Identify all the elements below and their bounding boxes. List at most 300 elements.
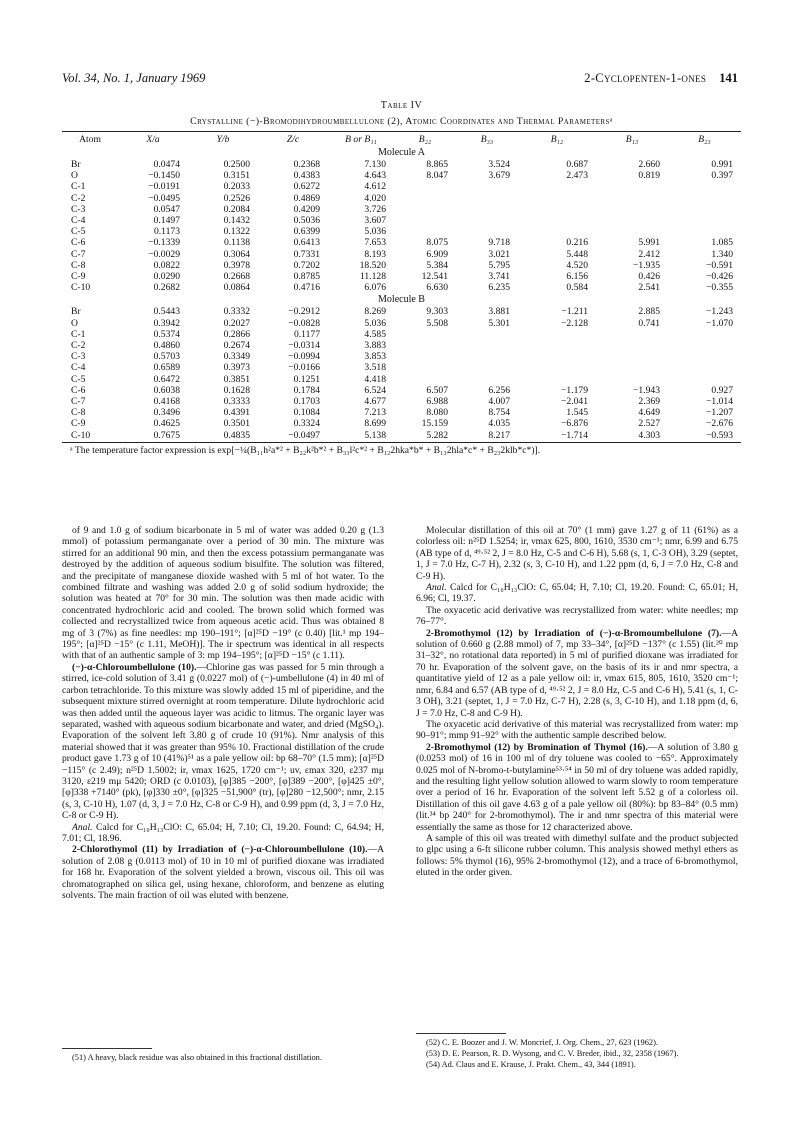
left-footnotes — [62, 1048, 384, 1063]
value-cell — [518, 351, 596, 362]
value-cell: 0.3151 — [223, 170, 250, 182]
value-cell: 0.3333 — [223, 396, 250, 408]
anal-label: Anal. — [72, 821, 93, 833]
value-cell: 0.0547 — [153, 203, 180, 215]
value-cell: 8.754 — [488, 407, 510, 419]
atom-cell: C-8 — [71, 407, 86, 419]
value-cell — [518, 226, 596, 237]
value-cell — [456, 181, 518, 192]
value-cell: 5.795 — [488, 259, 510, 271]
value-cell: −0.0314 — [288, 340, 320, 352]
value-cell: 6.524 — [364, 384, 386, 396]
table-row — [62, 362, 741, 373]
value-cell: 2.412 — [638, 248, 660, 260]
table-row — [62, 340, 741, 351]
value-cell — [394, 193, 456, 204]
value-cell: 0.1177 — [293, 328, 320, 340]
value-cell: −0.0191 — [148, 181, 180, 193]
value-cell: 0.6272 — [293, 181, 320, 193]
value-cell: 8.193 — [364, 248, 386, 260]
value-cell: 0.819 — [638, 170, 660, 182]
value-cell: 0.0864 — [223, 282, 250, 294]
value-cell: 0.0822 — [153, 259, 180, 271]
value-cell: −2.041 — [561, 396, 588, 408]
value-cell: 3.607 — [364, 215, 386, 227]
value-cell — [456, 362, 518, 373]
value-cell — [394, 374, 456, 385]
value-cell: −0.1450 — [148, 170, 180, 182]
value-cell: 0.4168 — [153, 396, 180, 408]
value-cell: 0.7202 — [293, 259, 320, 271]
value-cell: 0.687 — [566, 159, 588, 170]
table-row — [62, 159, 741, 170]
value-cell: 0.3332 — [223, 306, 250, 318]
value-cell: 3.518 — [364, 362, 386, 374]
value-cell: −2.128 — [561, 317, 588, 329]
value-cell: −0.426 — [706, 271, 733, 283]
table-row — [62, 306, 741, 317]
table-row — [62, 170, 741, 181]
value-cell: 0.1628 — [223, 384, 250, 396]
value-cell: 0.2674 — [223, 340, 250, 352]
value-cell — [596, 340, 668, 351]
right-column — [416, 525, 738, 879]
value-cell: 0.2526 — [223, 192, 250, 204]
value-cell: 2.527 — [638, 418, 660, 430]
value-cell: 0.5036 — [293, 215, 320, 227]
value-cell: 0.927 — [711, 384, 733, 396]
column-header: B₂₃ — [698, 133, 711, 145]
value-cell — [596, 362, 668, 373]
column-header: B₁₃ — [625, 133, 639, 145]
value-cell: 0.741 — [638, 317, 660, 329]
value-cell: 0.3501 — [223, 418, 250, 430]
table-bottom-rule — [62, 442, 741, 443]
anal-label: Anal. — [426, 582, 447, 594]
value-cell — [456, 226, 518, 237]
value-cell — [394, 226, 456, 237]
value-cell — [596, 374, 668, 385]
paragraph — [62, 662, 384, 822]
value-cell: 0.584 — [566, 282, 588, 294]
value-cell: 2.660 — [638, 159, 660, 170]
value-cell: −1.935 — [633, 259, 660, 271]
value-cell — [394, 204, 456, 215]
value-cell: 0.3978 — [223, 259, 250, 271]
value-cell: 0.5703 — [153, 351, 180, 363]
running-title-group — [584, 71, 738, 86]
column-header: B₁₂ — [550, 133, 564, 145]
value-cell: 0.6399 — [293, 226, 320, 238]
value-cell: −0.1339 — [148, 237, 180, 249]
value-cell: 5.991 — [638, 237, 660, 249]
value-cell: 8.075 — [426, 237, 448, 249]
column-header: B₂₂ — [418, 133, 432, 145]
left-column — [62, 525, 384, 901]
atom-cell: C-3 — [71, 203, 86, 215]
value-cell: 2.885 — [638, 306, 660, 318]
value-cell — [668, 329, 741, 340]
table-row — [62, 282, 741, 293]
section-heading: 2-Bromothymol (12) by Irradiation of (−)-α-Bromoumbellulone (7). — [426, 627, 722, 639]
value-cell: 0.6413 — [293, 237, 320, 249]
column-header: B or B₁₁ — [345, 133, 377, 145]
value-cell: 3.679 — [488, 170, 510, 182]
value-cell: 3.741 — [488, 271, 510, 283]
molecule-label-row — [62, 146, 741, 159]
column-header: X/a — [146, 133, 160, 145]
atom-cell: C-1 — [71, 328, 86, 340]
table-caption: Crystalline (−)-Bromodihydroumbellulone (2), Atomic Coordinates and Thermal Parametersᵃ — [190, 116, 613, 127]
table-header-row — [62, 132, 741, 146]
value-cell: 0.2033 — [223, 181, 250, 193]
value-cell: 7.213 — [364, 407, 386, 419]
table-row — [62, 396, 741, 407]
value-cell: 0.4860 — [153, 340, 180, 352]
value-cell — [456, 340, 518, 351]
paragraph — [62, 844, 384, 901]
value-cell: 4.585 — [364, 328, 386, 340]
value-cell: 4.007 — [488, 396, 510, 408]
value-cell — [394, 362, 456, 373]
value-cell — [596, 181, 668, 192]
value-cell: 0.4716 — [293, 282, 320, 294]
table-row — [62, 204, 741, 215]
value-cell: 4.520 — [566, 259, 588, 271]
molecule-label-row — [62, 293, 741, 306]
paragraph-text: —A solution of 3.80 g (0.0253 mol) of 16 in 100 ml of dry toluene was cooled to −65°. Approximately 0.025 mol of N-bromo-t-butylamine⁵³·⁵⁴ in 50 ml of dry toluene was added rapidly, and the resulting light yellow solution allowed to warm slowly to room temperature over a period of 16 hr. Evaporation of the solvent left 5.52 g of a colorless oil. Distillation of this oil gave 4.63 g of a pale yellow oil (80%): bp 83–84° (0.5 mm) (lit.³⁴ bp 240° for 2-bromothymol). The ir and nmr spectra of this material were essentially the same as those for 12 characterized above. — [416, 741, 738, 833]
value-cell: −0.0828 — [288, 317, 320, 329]
value-cell: 8.865 — [426, 159, 448, 170]
value-cell: 2.541 — [638, 282, 660, 294]
value-cell: 0.4391 — [223, 407, 250, 419]
value-cell: 0.1251 — [293, 373, 320, 385]
value-cell: 6.988 — [426, 396, 448, 408]
value-cell — [456, 329, 518, 340]
value-cell: 0.4383 — [293, 170, 320, 182]
value-cell: 5.508 — [426, 317, 448, 329]
value-cell: 1.545 — [566, 407, 588, 419]
paragraph-text: —A solution of 0.660 g (2.88 mmol) of 7, mp 33–34°, [α]²⁵D −137° (c 1.55) (lit.²⁰ mp 31–32°, no rotational data reported) in 5 ml of purified dioxane was irradiated for 70 hr. Evaporation of the solvent gave, on the basis of its ir and nmr spectra, a quantitative yield of 12 as a pale yellow oil: ir, νmax 615, 805, 1610, 3520 cm⁻¹; nmr, 6.84 and 6.57 (AB type of d, ⁴⁹·⁵² 2, J = 8.0 Hz, C-5 and C-6 H), 5.41 (s, 1, C-3 OH), 3.21 (septet, 1, J = 7.0 Hz, C-7 H), 2.28 (s, 3, C-10 H), and 1.18 ppm (d, 6, J = 7.0 Hz, C-8 and C-9 H). — [416, 627, 738, 719]
value-cell: 0.4209 — [293, 203, 320, 215]
value-cell: 4.677 — [364, 396, 386, 408]
value-cell — [668, 193, 741, 204]
atom-cell: C-3 — [71, 351, 86, 363]
value-cell: −1.070 — [706, 317, 733, 329]
value-cell — [518, 362, 596, 373]
value-cell: 2.473 — [566, 170, 588, 182]
value-cell: 11.128 — [359, 271, 386, 283]
value-cell: 4.035 — [488, 418, 510, 430]
value-cell — [456, 193, 518, 204]
value-cell: −2.676 — [706, 418, 733, 430]
value-cell: 4.649 — [638, 407, 660, 419]
value-cell: 0.426 — [638, 271, 660, 283]
value-cell: 5.282 — [426, 429, 448, 441]
atom-cell: C-10 — [71, 282, 91, 294]
value-cell: 3.853 — [364, 351, 386, 363]
value-cell: 0.216 — [566, 237, 588, 249]
section-heading: 2-Bromothymol (12) by Bromination of Thymol (16). — [426, 741, 648, 753]
table-body — [62, 146, 741, 441]
value-cell — [668, 181, 741, 192]
value-cell: −1.714 — [561, 429, 588, 441]
table-row — [62, 215, 741, 226]
table-row — [62, 351, 741, 362]
value-cell: 4.303 — [638, 429, 660, 441]
value-cell: −0.0994 — [288, 351, 320, 363]
value-cell: −0.0497 — [288, 429, 320, 441]
paragraph: The oxyacetic acid derivative was recrystallized from water: white needles; mp 76–77°. — [416, 604, 738, 628]
table-row — [62, 260, 741, 271]
atom-cell: C-7 — [71, 396, 86, 408]
atom-cell: C-5 — [71, 373, 86, 385]
value-cell — [394, 215, 456, 226]
value-cell: 0.0474 — [153, 159, 180, 170]
value-cell — [456, 351, 518, 362]
value-cell: 0.4625 — [153, 418, 180, 430]
value-cell: 0.7675 — [153, 429, 180, 441]
atom-cell: C-5 — [71, 226, 86, 238]
value-cell — [456, 215, 518, 226]
value-cell: 0.5443 — [153, 306, 180, 318]
atom-cell: C-9 — [71, 271, 86, 283]
value-cell: 15.159 — [421, 418, 448, 430]
value-cell: 0.3324 — [293, 418, 320, 430]
table-row — [62, 430, 741, 441]
value-cell: 0.0290 — [153, 271, 180, 283]
value-cell: 2.369 — [638, 396, 660, 408]
value-cell: 8.217 — [488, 429, 510, 441]
value-cell: 0.3942 — [153, 317, 180, 329]
value-cell — [596, 226, 668, 237]
value-cell: 9.718 — [488, 237, 510, 249]
value-cell: 0.7331 — [293, 248, 320, 260]
value-cell — [668, 204, 741, 215]
value-cell: 0.1173 — [153, 226, 180, 238]
table-row — [62, 181, 741, 192]
value-cell — [596, 329, 668, 340]
value-cell: 3.524 — [488, 159, 510, 170]
value-cell — [518, 204, 596, 215]
table-row — [62, 329, 741, 340]
table-footnote: ᵃ The temperature factor expression is exp[−¼(B₁₁h²a*² + B₂₂k²b*² + B₃₃l²c*² + B₁₂2hka*b* + B₁₃2hla*c* + B₂₃2klb*c*)]. — [70, 444, 541, 456]
value-cell: 6.630 — [426, 282, 448, 294]
table-row — [62, 237, 741, 248]
volume-issue: Vol. 34, No. 1, January 1969 — [62, 71, 206, 85]
value-cell: 0.2866 — [223, 328, 250, 340]
value-cell: 1.085 — [711, 237, 733, 249]
value-cell: −1.014 — [706, 396, 733, 408]
table-row — [62, 226, 741, 237]
value-cell — [668, 351, 741, 362]
running-title: 2-Cyclopenten-1-ones — [584, 71, 707, 85]
table-row — [62, 193, 741, 204]
table-row — [62, 374, 741, 385]
value-cell: 0.3064 — [223, 248, 250, 260]
table-row — [62, 385, 741, 396]
table-row — [62, 407, 741, 418]
value-cell: 3.881 — [488, 306, 510, 318]
coordinates-table — [62, 132, 741, 441]
paragraph: The oxyacetic acid derivative of this material was recrystallized from water: mp 90–91°; mmp 91–92° with the authentic sample described below. — [416, 718, 738, 742]
atom-cell: C-7 — [71, 248, 86, 260]
section-heading: 2-Chlorothymol (11) by Irradiation of (−)-α-Chloroumbellulone (10). — [72, 844, 368, 856]
value-cell: 8.269 — [364, 306, 386, 318]
value-cell: 0.6472 — [153, 373, 180, 385]
value-cell: 6.909 — [426, 248, 448, 260]
atom-cell: C-9 — [71, 418, 86, 430]
paragraph-text: —Chlorine gas was passed for 5 min through a stirred, ice-cold solution of 3.41 g (0.0227 mol) of (−)-umbellulone (4) in 40 ml of carbon tetrachloride. To this mixture was slowly added 15 ml of piperidine, and the subsequent mixture stirred overnight at room temperature. Dilute hydrochloric acid was then added until the aqueous layer was acidic to litmus. The organic layer was separated, washed with aqueous sodium bicarbonate and water, and dried (MgSO₄). Evaporation of the solvent left 3.80 g of crude 10 (91%). Nmr analysis of this material showed that it was greater than 95% 10. Fractional distillation of the crude product gave 1.73 g of 10 (41%)⁵¹ as a pale yellow oil: bp 68–70° (1.5 mm); [α]²⁵D −115° (c 2.49); n²⁵D 1.5002; ir, νmax 1625, 1720 cm⁻¹; uv, εmax 320, ε237 mμ 3120, ε219 mμ 5420; ORD (c 0.0103), [φ]385 −200°, [φ]389 −200°, [φ]425 ±0°, [φ]338 +7140° (pk), [φ]330 ±0°, [φ]325 −51,900° (tr), [φ]280 −12,500°; nmr, 2.15 (s, 3, C-10 H), 1.07 (d, 3, J = 7.0 Hz, C-8 or C-9 H), and 0.99 ppm (d, 3, J = 7.0 Hz, C-8 or C-9 H). — [62, 661, 384, 822]
value-cell: 9.303 — [426, 306, 448, 318]
value-cell: 0.2668 — [223, 271, 250, 283]
value-cell: 0.5374 — [153, 328, 180, 340]
value-cell — [456, 374, 518, 385]
reference: (53) D. E. Pearson, R. D. Wysong, and C. V. Breder, ibid., 32, 2358 (1967). — [426, 1049, 679, 1058]
value-cell: −0.2912 — [288, 306, 320, 318]
value-cell: 0.1432 — [223, 215, 250, 227]
value-cell: 0.1322 — [223, 226, 250, 238]
atom-cell: C-6 — [71, 237, 86, 249]
value-cell: 8.047 — [426, 170, 448, 182]
value-cell: 0.991 — [711, 159, 733, 170]
value-cell: 4.020 — [364, 192, 386, 204]
value-cell: −1.179 — [561, 384, 588, 396]
atom-cell: Br — [71, 306, 81, 318]
value-cell: 0.1497 — [153, 215, 180, 227]
value-cell: 6.256 — [488, 384, 510, 396]
footnote-rule — [62, 1048, 152, 1049]
value-cell: 0.2084 — [223, 203, 250, 215]
value-cell: 5.138 — [364, 429, 386, 441]
paragraph: A sample of this oil was treated with dimethyl sulfate and the product subjected to glpc using a 6-ft silicone rubber column. This analysis showed methyl ethers as follows: 5% thymol (16), 95% 2-bromothymol (12), and a trace of 6-bromothymol, eluted in the order given. — [416, 832, 738, 879]
column-header: Y/b — [216, 133, 230, 145]
value-cell: 7.653 — [364, 237, 386, 249]
column-header: Z/c — [286, 133, 300, 145]
value-cell — [668, 340, 741, 351]
value-cell: 5.448 — [566, 248, 588, 260]
paragraph-text: Calcd for C₁₀H₁₃ClO: C, 65.04; H, 7.10; Cl, 19.20. Found: C, 64.94; H, 7.01; Cl, 18.96. — [62, 821, 384, 844]
value-cell: −1.211 — [561, 306, 588, 318]
footnote: (51) A heavy, black residue was also obtained in this fractional distillation. — [72, 1053, 322, 1062]
paragraph-text: Calcd for C₁₀H₁₃ClO: C, 65.04; H, 7.10; Cl, 19.20. Found: C, 65.01; H, 6.96; Cl, 19.37. — [416, 582, 738, 605]
value-cell: 12.541 — [421, 271, 448, 283]
value-cell: 0.2682 — [153, 282, 180, 294]
value-cell: 0.8785 — [293, 271, 320, 283]
atom-cell: C-10 — [71, 429, 91, 441]
table-iv — [62, 100, 741, 459]
table-label: Table IV — [380, 100, 423, 111]
atom-cell: O — [71, 170, 78, 182]
value-cell: 0.4869 — [293, 192, 320, 204]
value-cell: 0.2027 — [223, 317, 250, 329]
value-cell: 3.021 — [488, 248, 510, 260]
value-cell: 6.235 — [488, 282, 510, 294]
value-cell: 6.076 — [364, 282, 386, 294]
value-cell — [518, 181, 596, 192]
value-cell: 0.2368 — [293, 159, 320, 170]
value-cell: 4.643 — [364, 170, 386, 182]
value-cell: −0.0029 — [148, 248, 180, 260]
paragraph: Molecular distillation of this oil at 70° (1 mm) gave 1.27 g of 11 (61%) as a colorless oil: n²⁵D 1.5254; ir, νmax 625, 800, 1610, 3530 cm⁻¹; nmr, 6.99 and 6.75 (AB type of d, ⁴⁹·⁵² 2, J = 8.0 Hz, C-5 and C-6 H), 5.68 (s, 1, C-3 OH), 3.29 (septet, 1, J = 7.0 Hz, C-7 H), 2.32 (s, 3, C-10 H), and 1.22 ppm (d, 6, J = 7.0 Hz, C-8 and C-9 H). — [416, 525, 738, 582]
atom-cell: Br — [71, 159, 81, 170]
value-cell: 8.080 — [426, 407, 448, 419]
atom-cell: C-8 — [71, 259, 86, 271]
value-cell — [668, 215, 741, 226]
value-cell: 7.130 — [364, 159, 386, 170]
value-cell: −1.243 — [706, 306, 733, 318]
paragraph — [416, 742, 738, 833]
footnote-rule — [416, 1033, 506, 1034]
value-cell — [518, 329, 596, 340]
value-cell: −0.0495 — [148, 192, 180, 204]
value-cell: 0.6589 — [153, 362, 180, 374]
value-cell: −0.593 — [706, 429, 733, 441]
value-cell — [668, 362, 741, 373]
column-header: B₃₃ — [480, 133, 494, 145]
molecule-label: Molecule A — [378, 146, 425, 158]
value-cell: 4.612 — [364, 181, 386, 193]
page-number: 141 — [719, 71, 738, 85]
atom-cell: C-2 — [71, 340, 86, 352]
value-cell: 0.6038 — [153, 384, 180, 396]
paragraph-text: —A solution of 2.08 g (0.0113 mol) of 10 in 10 ml of purified dioxane was irradiated for 168 hr. Evaporation of the solvent yielded a brown, viscous oil. This oil was chromatographed on silica gel, using hexane, chloroform, and benzene as eluting solvents. The main fraction of oil was eluted with benzene. — [62, 844, 384, 901]
value-cell: 5.384 — [426, 259, 448, 271]
value-cell — [394, 181, 456, 192]
value-cell — [394, 351, 456, 362]
value-cell: 0.2500 — [223, 159, 250, 170]
value-cell: 0.3349 — [223, 351, 250, 363]
atom-cell: C-4 — [71, 362, 86, 374]
value-cell — [518, 215, 596, 226]
value-cell: 0.3496 — [153, 407, 180, 419]
value-cell: −1.207 — [706, 407, 733, 419]
value-cell: −0.355 — [706, 282, 733, 294]
value-cell: −1.943 — [633, 384, 660, 396]
molecule-label: Molecule B — [378, 294, 425, 306]
value-cell: −6.876 — [561, 418, 588, 430]
value-cell — [518, 193, 596, 204]
value-cell — [596, 351, 668, 362]
value-cell: −0.0166 — [288, 362, 320, 374]
value-cell: 0.3851 — [223, 373, 250, 385]
value-cell: 0.3973 — [223, 362, 250, 374]
value-cell: 0.1703 — [293, 396, 320, 408]
value-cell: 6.156 — [566, 271, 588, 283]
value-cell — [394, 329, 456, 340]
value-cell: 8.699 — [364, 418, 386, 430]
reference: (52) C. E. Boozer and J. W. Moncrief, J. Org. Chem., 27, 623 (1962). — [426, 1038, 658, 1047]
atom-cell: C-2 — [71, 192, 86, 204]
atom-cell: C-4 — [71, 215, 86, 227]
value-cell — [518, 340, 596, 351]
value-cell: 3.883 — [364, 340, 386, 352]
value-cell: 1.340 — [711, 248, 733, 260]
atom-cell: O — [71, 317, 78, 329]
value-cell: 5.036 — [364, 317, 386, 329]
table-row — [62, 249, 741, 260]
value-cell: 4.418 — [364, 373, 386, 385]
value-cell: 5.301 — [488, 317, 510, 329]
value-cell: −0.591 — [706, 259, 733, 271]
value-cell — [596, 215, 668, 226]
column-header: Atom — [79, 133, 101, 145]
value-cell: 3.726 — [364, 203, 386, 215]
value-cell — [518, 374, 596, 385]
value-cell — [394, 340, 456, 351]
value-cell — [456, 204, 518, 215]
section-heading: (−)-α-Chloroumbellulone (10). — [72, 661, 197, 673]
